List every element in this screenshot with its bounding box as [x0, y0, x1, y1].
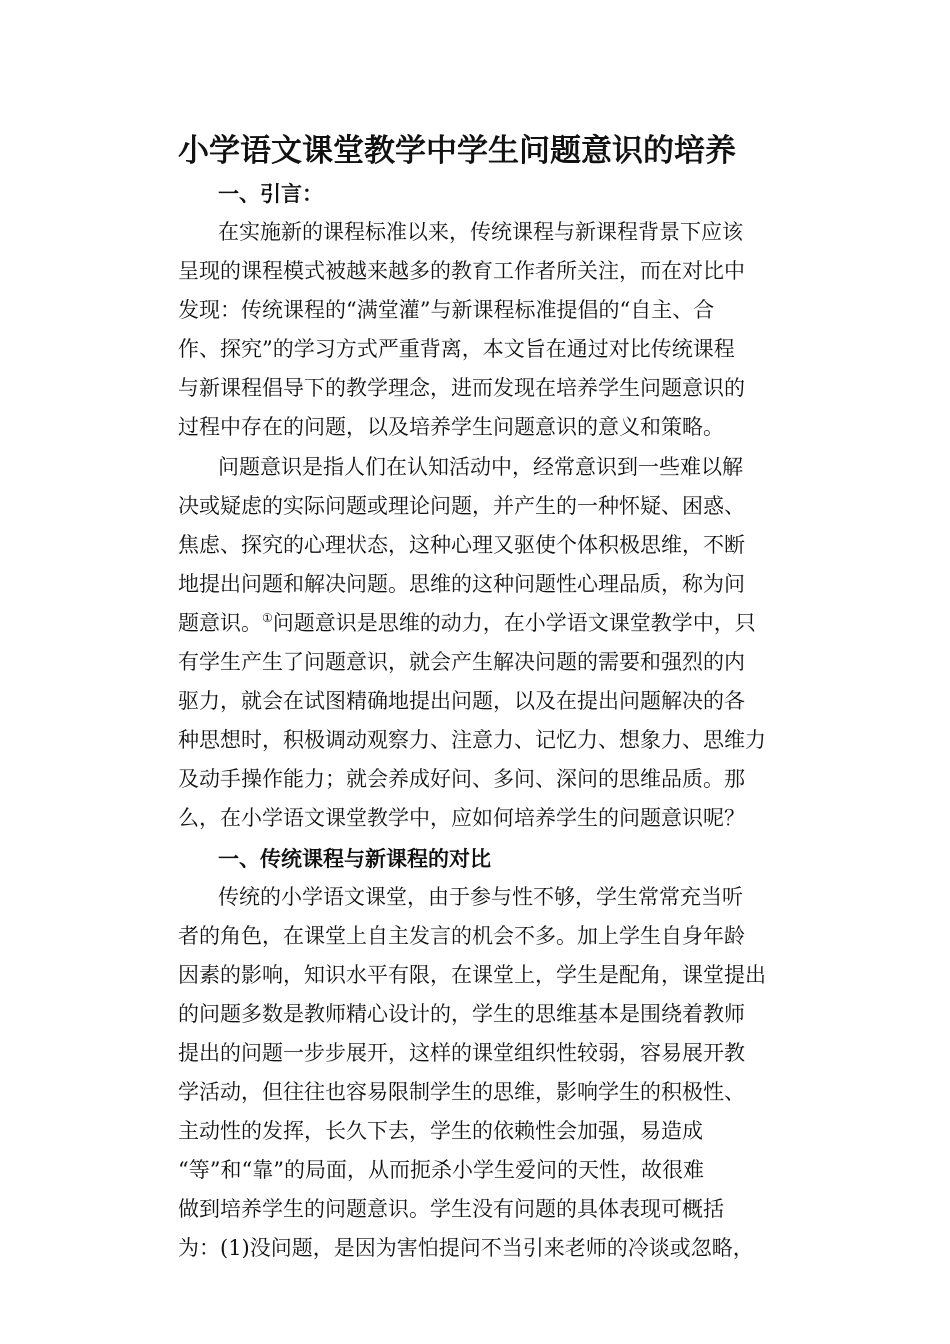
paragraph-line: 者的角色，在课堂上自主发言的机会不多。加上学生自身年龄 [178, 923, 745, 948]
document-page [178, 128, 774, 1268]
footnote-marker[interactable]: ① [262, 610, 273, 625]
paragraph-line: 传统的小学语文课堂，由于参与性不够，学生常常充当听 [218, 884, 743, 909]
paragraph-3 [178, 878, 774, 1269]
paragraph-line: 及动手操作能力；就会养成好问、多问、深问的思维品质。那 [178, 767, 745, 792]
paragraph-line: 过程中存在的问题，以及培养学生问题意识的意义和策略。 [178, 415, 724, 440]
paragraph-line: 驱力，就会在试图精确地提出问题，以及在提出问题解决的各 [178, 689, 745, 714]
paragraph-line: 的问题多数是教师精心设计的，学生的思维基本是围绕着教师 [178, 1001, 745, 1026]
paragraph-line: 地提出问题和解决问题。思维的这种问题性心理品质，称为问 [178, 571, 745, 596]
paragraph-line: 提出的问题一步步展开，这样的课堂组织性较弱，容易展开教 [178, 1040, 745, 1065]
paragraph-line: 么，在小学语文课堂教学中，应如何培养学生的问题意识呢？ [178, 806, 745, 831]
paragraph-2 [178, 448, 774, 839]
section-heading-comparison: 一、传统课程与新课程的对比 [218, 845, 491, 871]
line-text: 问题意识是思维的动力，在小学语文课堂教学中，只 [272, 610, 756, 635]
paragraph-line: 因素的影响，知识水平有限，在课堂上，学生是配角，课堂提出 [178, 962, 766, 987]
paragraph-line: 为：(1)没问题，是因为害怕提问不当引来老师的冷谈或忽略， [178, 1236, 754, 1261]
section-heading-introduction: 一、引言： [218, 181, 323, 206]
paragraph-line: 有学生产生了问题意识，就会产生解决问题的需要和强烈的内 [178, 650, 745, 675]
line-text: 题意识。 [178, 610, 262, 635]
paragraph-line: 决或疑虑的实际问题或理论问题，并产生的一种怀疑、困惑、 [178, 493, 745, 518]
paragraph-line [178, 604, 774, 643]
paragraph-line: 种思想时，积极调动观察力、注意力、记忆力、想象力、思维力 [178, 728, 766, 753]
paragraph-line: 与新课程倡导下的教学理念，进而发现在培养学生问题意识的 [178, 376, 745, 401]
document-title: 小学语文课堂教学中学生问题意识的培养 [178, 133, 736, 169]
paragraph-line: 呈现的课程模式被越来越多的教育工作者所关注，而在对比中 [178, 259, 745, 284]
paragraph-line: 问题意识是指人们在认知活动中，经常意识到一些难以解 [218, 454, 743, 479]
paragraph-line: 主动性的发挥，长久下去，学生的依赖性会加强，易造成 [178, 1119, 703, 1144]
paragraph-line: 焦虑、探究的心理状态，这种心理又驱使个体积极思维，不断 [178, 532, 745, 557]
paragraph-line: 作、探究”的学习方式严重背离，本文旨在通过对比传统课程 [178, 337, 735, 362]
paragraph-line: 发现：传统课程的“满堂灌”与新课程标准提倡的“自主、合 [178, 298, 715, 323]
paragraph-1 [178, 213, 774, 448]
paragraph-line: 做到培养学生的问题意识。学生没有问题的具体表现可概括 [178, 1197, 724, 1222]
paragraph-line: 学活动，但往往也容易限制学生的思维，影响学生的积极性、 [178, 1079, 745, 1104]
paragraph-line: “等”和“靠”的局面，从而扼杀小学生爱问的天性，故很难 [178, 1158, 704, 1183]
paragraph-line: 在实施新的课程标准以来，传统课程与新课程背景下应该 [218, 220, 743, 244]
